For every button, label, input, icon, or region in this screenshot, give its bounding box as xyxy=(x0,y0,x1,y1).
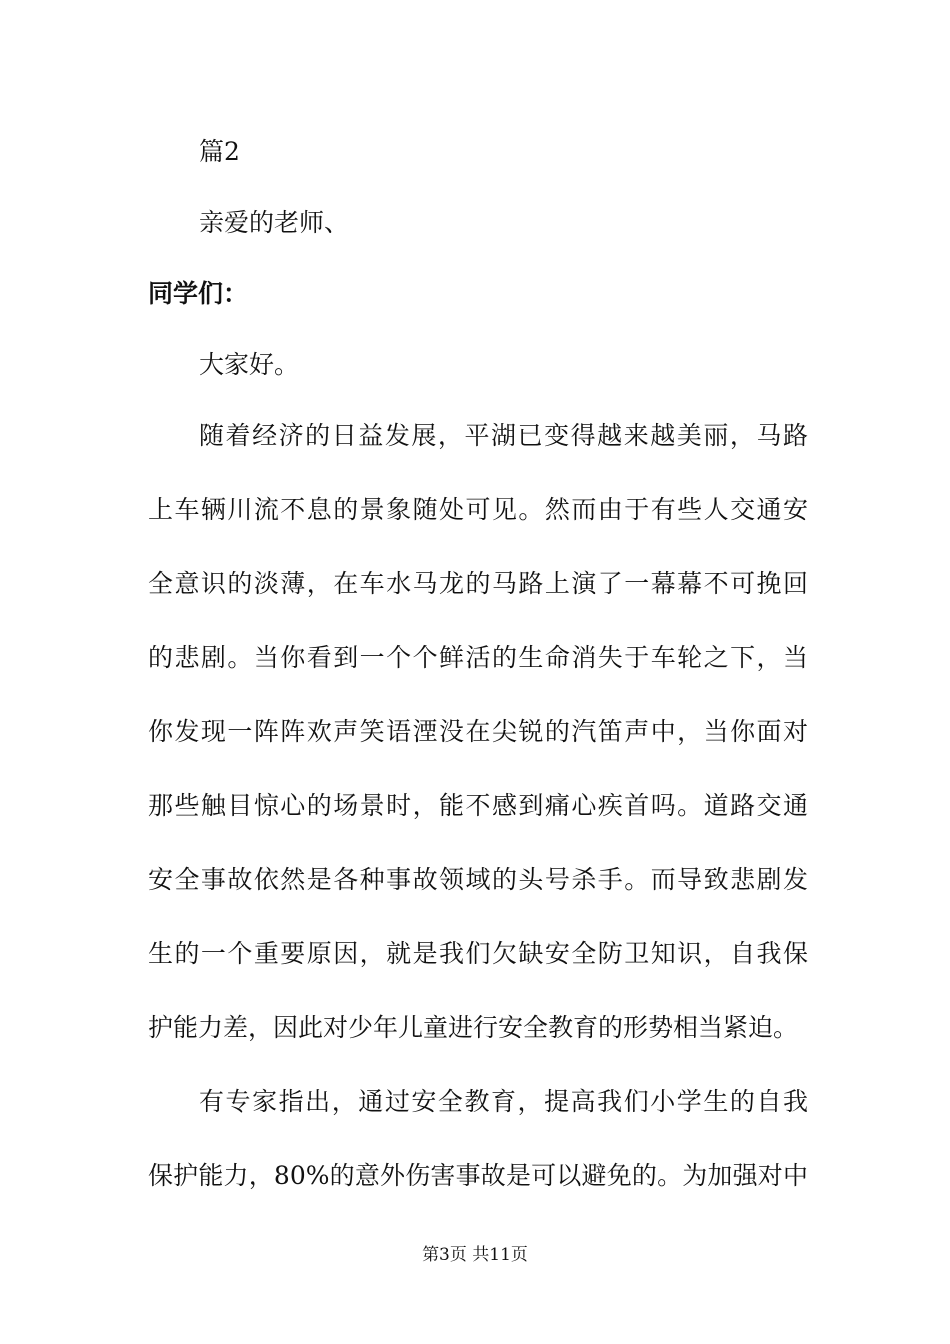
paragraph-line: 保护能力，80%的意外伤害事故是可以避免的。为加强对中 xyxy=(148,1161,808,1190)
greeting: 大家好。 xyxy=(199,350,300,379)
paragraph-line: 有专家指出，通过安全教育，提高我们小学生的自我 xyxy=(199,1087,808,1116)
salutation-students: 同学们： xyxy=(148,279,249,308)
paragraph-line: 全意识的淡薄，在车水马龙的马路上演了一幕幕不可挽回 xyxy=(148,569,808,598)
paragraph-line: 上车辆川流不息的景象随处可见。然而由于有些人交通安 xyxy=(148,495,808,524)
paragraph-line: 安全事故依然是各种事故领域的头号杀手。而导致悲剧发 xyxy=(148,865,808,894)
paragraph-line: 生的一个重要原因，就是我们欠缺安全防卫知识，自我保 xyxy=(148,939,808,968)
paragraph-traffic-safety xyxy=(148,412,808,1052)
paragraph-line: 随着经济的日益发展，平湖已变得越来越美丽，马路 xyxy=(199,421,808,450)
page-number-footer: 第3页 共11页 xyxy=(422,1245,528,1265)
paragraph-expert-opinion xyxy=(148,1078,808,1200)
paragraph-line: 的悲剧。当你看到一个个鲜活的生命消失于车轮之下，当 xyxy=(148,643,808,672)
paragraph-line: 你发现一阵阵欢声笑语湮没在尖锐的汽笛声中，当你面对 xyxy=(148,717,808,746)
document-body xyxy=(148,128,808,1226)
salutation-teachers: 亲爱的老师、 xyxy=(199,208,350,237)
section-title: 篇2 xyxy=(199,137,240,166)
paragraph-line: 护能力差，因此对少年儿童进行安全教育的形势相当紧迫。 xyxy=(148,1013,799,1042)
paragraph-line: 那些触目惊心的场景时，能不感到痛心疾首吗。道路交通 xyxy=(148,791,808,820)
